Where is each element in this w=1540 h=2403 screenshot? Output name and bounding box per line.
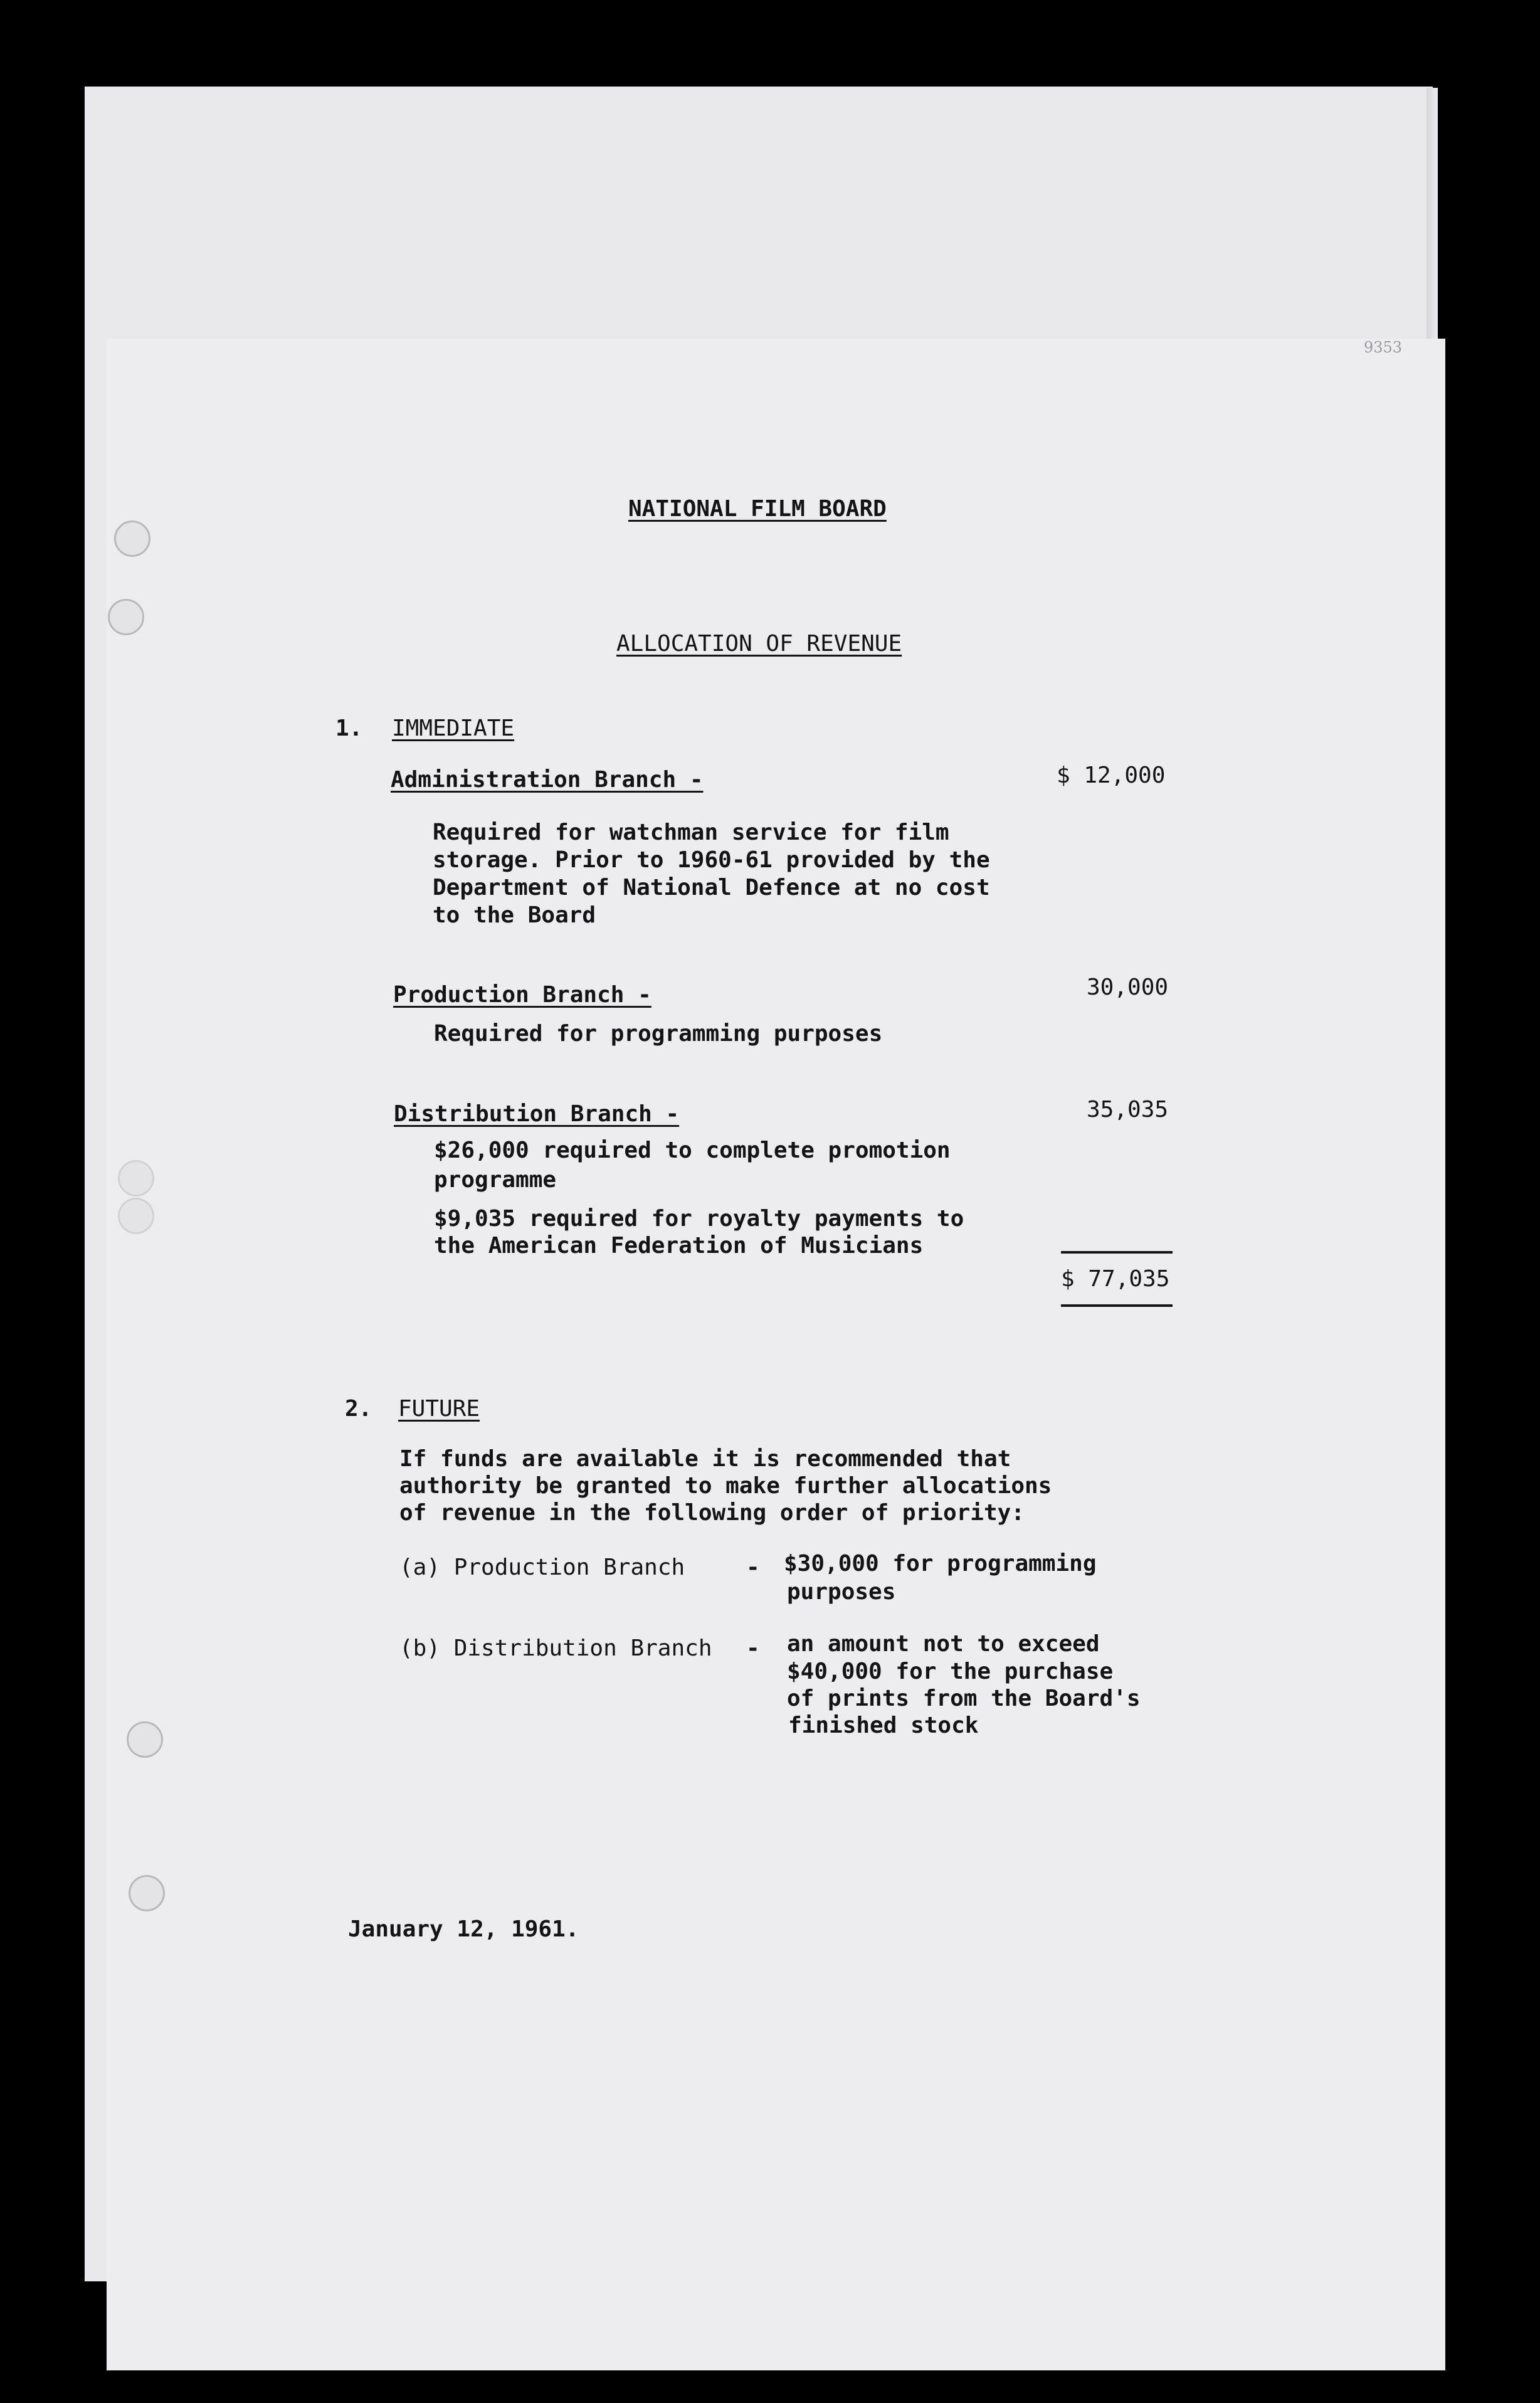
distribution-branch-text-line: $9,035 required for royalty payments to	[434, 1206, 964, 1232]
punch-hole-icon	[129, 1875, 165, 1911]
section-1-number: 1.	[335, 716, 363, 741]
punch-hole-icon	[118, 1198, 154, 1234]
production-branch-text-line: Required for programming purposes	[434, 1021, 883, 1047]
punch-hole-icon	[108, 599, 144, 635]
section-2-intro-line: of revenue in the following order of priority:	[399, 1500, 1025, 1526]
section-2-intro-line: authority be granted to make further allocations	[399, 1473, 1052, 1499]
document-subtitle: ALLOCATION OF REVENUE	[616, 631, 902, 657]
admin-branch-text-line: storage. Prior to 1960-61 provided by the	[433, 847, 990, 873]
section-1-total: $ 77,035	[1061, 1266, 1170, 1292]
future-item-b-line: finished stock	[788, 1713, 979, 1738]
punch-hole-icon	[118, 1160, 154, 1196]
page-number-mark: 9353	[1364, 339, 1403, 356]
admin-branch-amount: $ 12,000	[1057, 763, 1166, 788]
admin-branch-text-line: Required for watchman service for film	[433, 820, 949, 845]
future-item-b-line: an amount not to exceed	[787, 1631, 1100, 1657]
document-title: NATIONAL FILM BOARD	[628, 496, 887, 522]
production-branch-label: Production Branch -	[393, 982, 651, 1008]
total-rule-top	[1061, 1251, 1173, 1254]
section-2-number: 2.	[345, 1396, 372, 1422]
distribution-branch-text-line: $26,000 required to complete promotion	[434, 1138, 951, 1163]
admin-branch-text-line: to the Board	[433, 902, 596, 928]
total-rule-bottom	[1061, 1304, 1173, 1307]
future-item-a-label: (a) Production Branch	[399, 1555, 685, 1580]
distribution-branch-amount: 35,035	[1087, 1097, 1169, 1122]
section-1-heading: IMMEDIATE	[392, 716, 515, 741]
production-branch-amount: 30,000	[1087, 974, 1169, 1000]
future-item-b-label: (b) Distribution Branch	[399, 1635, 712, 1661]
future-item-b-line: $40,000 for the purchase	[787, 1659, 1114, 1684]
future-item-b-dash: -	[746, 1635, 760, 1661]
distribution-branch-label: Distribution Branch -	[394, 1101, 680, 1127]
admin-branch-label: Administration Branch -	[391, 767, 704, 793]
section-2-heading: FUTURE	[398, 1396, 480, 1422]
section-2-intro-line: If funds are available it is recommended that	[399, 1446, 1011, 1472]
distribution-branch-text-line: the American Federation of Musicians	[434, 1233, 924, 1259]
future-item-a-dash: -	[746, 1555, 760, 1580]
future-item-a-line: $30,000 for programming	[784, 1551, 1097, 1576]
admin-branch-text-line: Department of National Defence at no cost	[433, 875, 990, 900]
future-item-b-line: of prints from the Board's	[787, 1686, 1141, 1711]
future-item-a-line: purposes	[787, 1579, 896, 1605]
punch-hole-icon	[114, 520, 150, 557]
document-date: January 12, 1961.	[348, 1916, 579, 1942]
punch-hole-icon	[127, 1721, 163, 1758]
distribution-branch-text-line: programme	[434, 1167, 557, 1193]
